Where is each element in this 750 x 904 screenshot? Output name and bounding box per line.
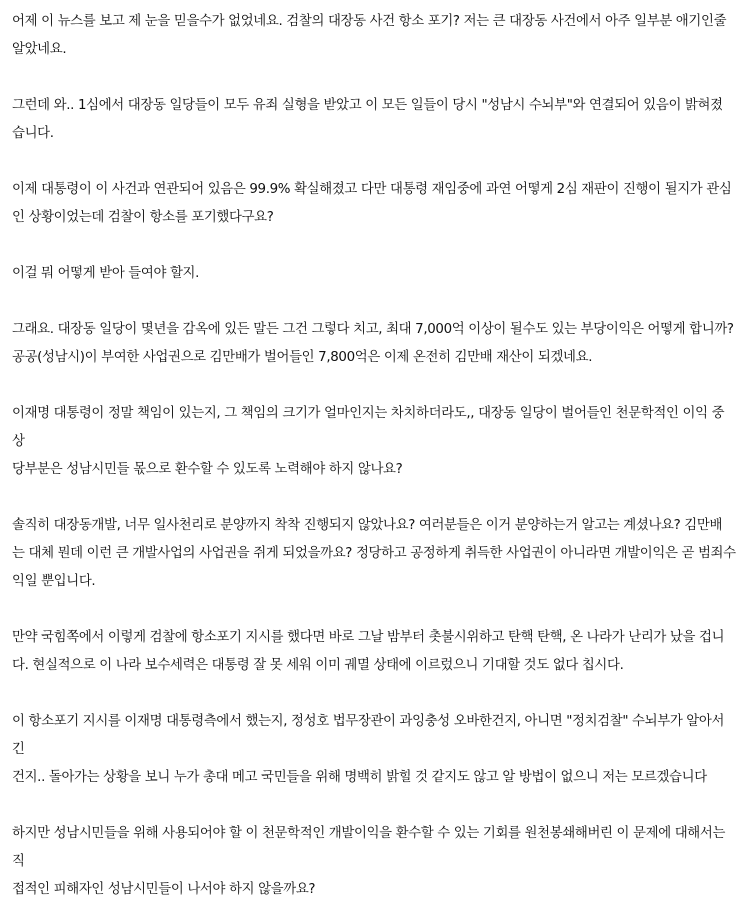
paragraph-spacer	[12, 64, 740, 92]
paragraph-3: 이제 대통령이 이 사건과 연관되어 있음은 99.9% 확실해졌고 다만 대통령 재임중에 과연 어떻게 2심 재판이 진행이 될지가 관심 인 상황이었는데 검찰이 항소를 포기했다구요?	[12, 182, 732, 225]
paragraph-spacer	[12, 232, 740, 260]
paragraph-spacer	[12, 680, 740, 708]
paragraph-spacer	[12, 372, 740, 400]
paragraph-spacer	[12, 484, 740, 512]
paragraph-spacer	[12, 596, 740, 624]
paragraph-5: 그래요. 대장동 일당이 몇년을 감옥에 있든 말든 그건 그렇다 치고, 최대 7,000억 이상이 될수도 있는 부당이익은 어떻게 합니까? 공공(성남시)이 부여한 사업권으로 김만배가 벌어들인 7,800억은 이제 온전히 김만배 재산이 되겠네요.	[12, 322, 734, 365]
paragraph-4: 이걸 뭐 어떻게 받아 들여야 할지.	[12, 266, 200, 281]
paragraph-6: 이재명 대통령이 정말 책임이 있는지, 그 책임의 크기가 얼마인지는 차치하더라도,, 대장동 일당이 벌어들인 천문학적인 이익 중 상 당부분은 성남시민들 몫으로 환수할 수 있도록 노력해야 하지 않나요?	[12, 406, 725, 477]
paragraph-spacer	[12, 148, 740, 176]
paragraph-spacer	[12, 792, 740, 820]
paragraph-spacer	[12, 288, 740, 316]
paragraph-7: 솔직히 대장동개발, 너무 일사천리로 분양까지 착착 진행되지 않았나요? 여러분들은 이거 분양하는거 알고는 계셨나요? 김만배 는 대체 뭔데 이런 큰 개발사업의 사업권을 쥐게 되었을까요? 정당하고 공정하게 취득한 사업권이 아니라면 개발이익은 곧 범죄수 익일 뿐입니다.	[12, 518, 736, 589]
paragraph-1: 어제 이 뉴스를 보고 제 눈을 믿을수가 없었네요. 검찰의 대장동 사건 항소 포기? 저는 큰 대장동 사건에서 아주 일부분 애기인줄 알았네요.	[12, 14, 727, 57]
paragraph-2: 그런데 와.. 1심에서 대장동 일당들이 모두 유죄 실형을 받았고 이 모든 일들이 당시 "성남시 수뇌부"와 연결되어 있음이 밝혀졌 습니다.	[12, 98, 723, 141]
paragraph-10: 하지만 성남시민들을 위해 사용되어야 할 이 천문학적인 개발이익을 환수할 수 있는 기회를 원천봉쇄해버린 이 문제에 대해서는 직 접적인 피해자인 성남시민들이 나서야 하지 않을까요?	[12, 826, 726, 897]
paragraph-9: 이 항소포기 지시를 이재명 대통령측에서 했는지, 정성호 법무장관이 과잉충성 오바한건지, 아니면 "정치검찰" 수뇌부가 알아서 긴 건지.. 돌아가는 상황을 보니 누가 총대 메고 국민들을 위해 명백히 밝힐 것 같지도 않고 알 방법이 없으니 저는 모르겠습니다	[12, 714, 725, 785]
post-body	[12, 8, 740, 904]
paragraph-8: 만약 국힘쪽에서 이렇게 검찰에 항소포기 지시를 했다면 바로 그날 밤부터 촛불시위하고 탄핵 탄핵, 온 나라가 난리가 났을 겁니 다. 현실적으로 이 나라 보수세력은 대통령 잘 못 세워 이미 궤멸 상태에 이르렀으니 기대할 것도 없다 칩시다.	[12, 630, 725, 673]
